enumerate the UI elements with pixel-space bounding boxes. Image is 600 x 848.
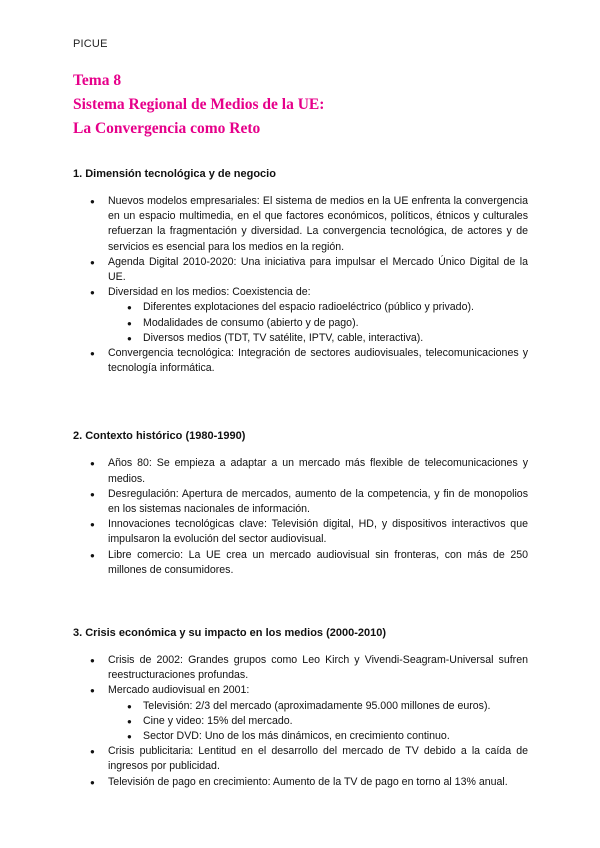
list-item: ● Innovaciones tecnológicas clave: Televisión digital, HD, y dispositivos interactivos que impulsaron la evolución del sector audiovisual. — [73, 517, 528, 547]
list-item — [73, 683, 528, 744]
section-heading: 2. Contexto histórico (1980-1990) — [73, 430, 246, 443]
sub-bullet-list — [110, 699, 528, 745]
bullet-list — [73, 194, 528, 376]
list-item: ● Crisis publicitaria: Lentitud en el desarrollo del mercado de TV debido a la caída de ingresos por publicidad. — [73, 744, 528, 774]
list-item: ● Televisión de pago en crecimiento: Aumento de la TV de pago en torno al 13% anual. — [73, 775, 528, 790]
subtitle: La Convergencia como Reto — [73, 120, 261, 137]
sub-bullet-list — [110, 300, 528, 346]
sub-list-item: ● Cine y video: 15% del mercado. — [110, 714, 528, 729]
section-technological-dimension — [73, 167, 528, 376]
section-heading: 3. Crisis económica y su impacto en los medios (2000-2010) — [73, 627, 387, 640]
sub-list-item: ● Diversos medios (TDT, TV satélite, IPTV, cable, interactiva). — [110, 331, 528, 346]
list-item — [73, 285, 528, 346]
sub-list-item: ● Televisión: 2/3 del mercado (aproximadamente 95.000 millones de euros). — [110, 699, 528, 714]
list-item: ● Libre comercio: La UE crea un mercado audiovisual sin fronteras, con más de 250 millones de consumidores. — [73, 548, 528, 578]
bullet-list — [73, 653, 528, 790]
list-item-text: Diversidad en los medios: Coexistencia de: — [108, 286, 311, 299]
document-header-label: PICUE — [73, 38, 108, 50]
list-item: ● Crisis de 2002: Grandes grupos como Leo Kirch y Vivendi-Seagram-Universal sufren reestructuraciones profundas. — [73, 653, 528, 683]
list-item: ● Nuevos modelos empresariales: El sistema de medios en la UE enfrenta la convergencia en un espacio multimedia, en el que factores económicos, políticos, étnicos y culturales refuerzan la fragmentación y diversidad. La convergencia tecnológica, de actores y de servicios es esencial para los medios en la región. — [73, 194, 528, 255]
section-historical-context — [73, 429, 528, 578]
section-heading: 1. Dimensión tecnológica y de negocio — [73, 168, 276, 180]
sub-list-item: ● Modalidades de consumo (abierto y de pago). — [110, 316, 528, 331]
bullet-list — [73, 456, 528, 578]
section-economic-crisis — [73, 626, 528, 790]
sub-list-item: ● Sector DVD: Uno de los más dinámicos, en crecimiento continuo. — [110, 729, 528, 744]
list-item: ● Años 80: Se empieza a adaptar a un mercado más flexible de telecomunicaciones y medios. — [73, 456, 528, 486]
main-title: Sistema Regional de Medios de la UE: — [73, 96, 325, 113]
list-item: ● Desregulación: Apertura de mercados, aumento de la competencia, y fin de monopolios en los sistemas nacionales de información. — [73, 487, 528, 517]
sub-list-item: ● Diferentes explotaciones del espacio radioeléctrico (público y privado). — [110, 300, 528, 315]
list-item: ● Agenda Digital 2010-2020: Una iniciativa para impulsar el Mercado Único Digital de la UE. — [73, 255, 528, 285]
list-item: ● Convergencia tecnológica: Integración de sectores audiovisuales, telecomunicaciones y tecnología informática. — [73, 346, 528, 376]
list-item-text: Mercado audiovisual en 2001: — [108, 684, 250, 697]
topic-number-title: Tema 8 — [73, 72, 122, 89]
